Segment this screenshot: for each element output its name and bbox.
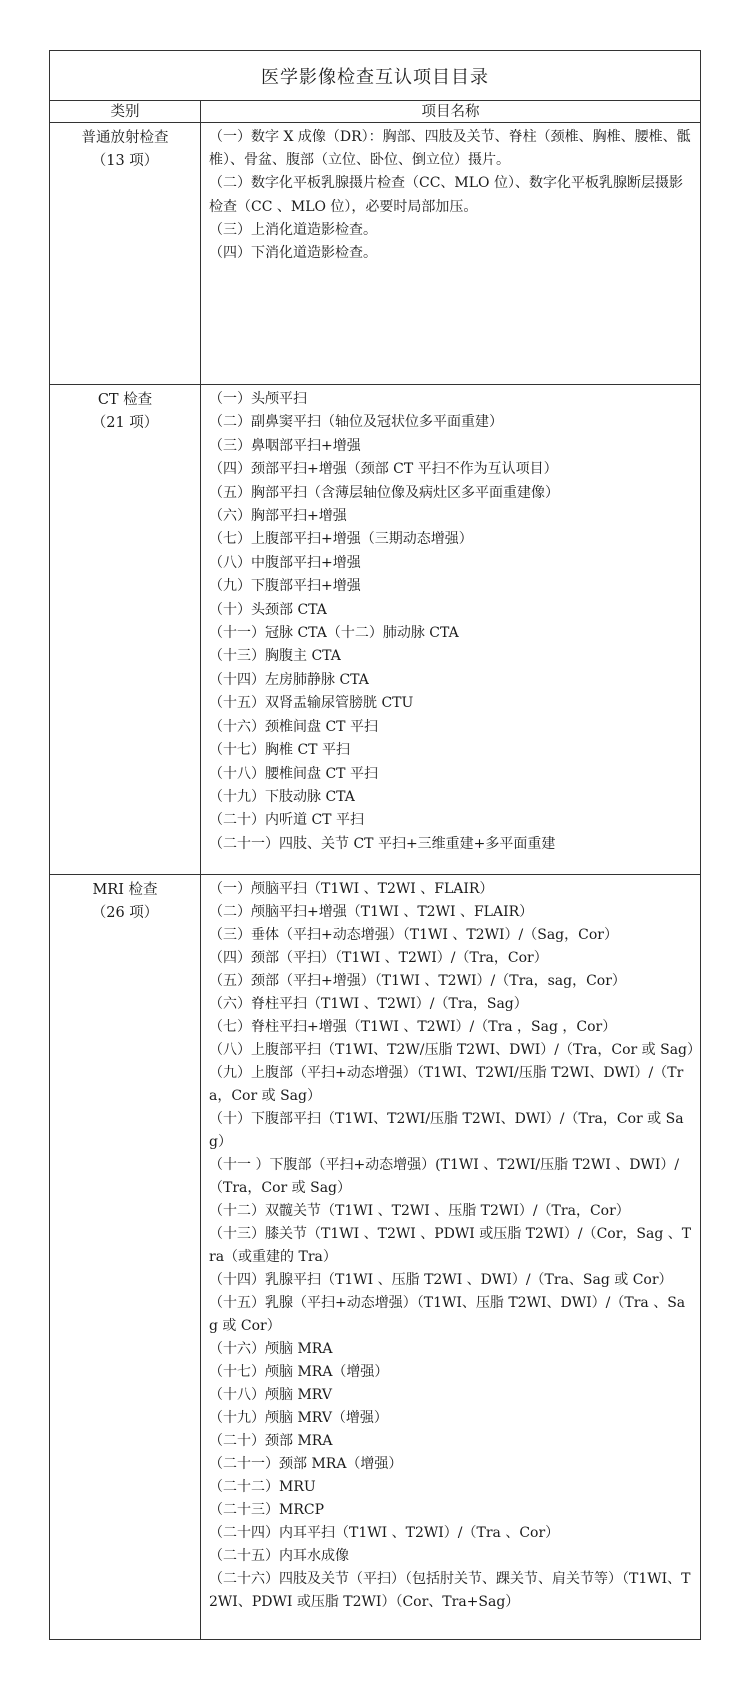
catalog-table <box>49 50 701 1640</box>
item-line: （十）头颈部 CTA <box>209 601 327 618</box>
header-category: 类别 <box>50 101 201 122</box>
item-line: （四）颈部（平扫）（T1WI 、T2WI）/（Tra，Cor） <box>209 950 548 966</box>
item-line: （三）鼻咽部平扫+增强 <box>209 437 361 454</box>
item-line: （十八）腰椎间盘 CT 平扫 <box>209 765 378 782</box>
item-line: （十八）颅脑 MRV <box>209 1387 332 1403</box>
item-line: （十三）胸腹主 CTA <box>209 648 341 665</box>
item-line: （十二）双髋关节（T1WI 、T2WI 、压脂 T2WI）/（Tra，Cor） <box>209 1203 630 1219</box>
category-name: CT 检查 <box>97 392 153 408</box>
item-line: （九）下腹部平扫+增强 <box>209 578 361 595</box>
item-line: （十四）左房肺静脉 CTA <box>209 671 369 688</box>
category-cell <box>50 875 201 1639</box>
item-line: （五）胸部平扫（含薄层轴位像及病灶区多平面重建像） <box>209 484 559 501</box>
item-line: （十一 ）下腹部（平扫+动态增强）(T1WI 、T2WI/压脂 T2WI 、DWI）/（Tra，Cor 或 Sag） <box>209 1157 680 1196</box>
category-count: （13 项） <box>91 153 159 169</box>
items-cell <box>201 385 700 874</box>
item-line: （十三）膝关节（T1WI 、T2WI 、PDWI 或压脂 T2WI）/（Cor，Sag 、Tra（或重建的 Tra） <box>209 1226 692 1265</box>
item-line: （三）垂体（平扫+动态增强）（T1WI 、T2WI）/（Sag，Cor） <box>209 927 618 943</box>
category-count: （26 项） <box>91 905 159 921</box>
section-xray <box>50 123 700 385</box>
item-line: （七）上腹部平扫+增强（三期动态增强） <box>209 531 473 548</box>
item-line: （六）胸部平扫+增强 <box>209 508 347 525</box>
table-header-row <box>50 101 700 123</box>
header-item-name: 项目名称 <box>421 103 480 120</box>
item-line: （十九）颅脑 MRV（增强） <box>209 1410 388 1426</box>
item-line: （十五）双肾盂输尿管膀胱 CTU <box>209 695 414 712</box>
item-line: （四）下消化道造影检查。 <box>209 245 377 262</box>
item-line: （二十三）MRCP <box>209 1502 325 1518</box>
item-line: （二）副鼻窦平扫（轴位及冠状位多平面重建） <box>209 414 503 431</box>
category-name: MRI 检查 <box>92 882 158 898</box>
item-line: （十一）冠脉 CTA（十二）肺动脉 CTA <box>209 625 459 642</box>
item-line: （二十一）四肢、关节 CT 平扫+三维重建+多平面重建 <box>209 835 556 852</box>
item-line: （五）颈部（平扫+增强）（T1WI 、T2WI）/（Tra，sag，Cor） <box>209 973 626 989</box>
item-line: （十六）颅脑 MRA <box>209 1341 333 1357</box>
section-ct <box>50 385 700 875</box>
item-line: （八）中腹部平扫+增强 <box>209 554 361 571</box>
section-mri <box>50 875 700 1639</box>
item-line: （二十四）内耳平扫（T1WI 、T2WI）/（Tra 、Cor） <box>209 1525 560 1541</box>
category-cell <box>50 123 201 384</box>
item-line: （一）数字 X 成像（DR）：胸部、四肢及关节、脊柱（颈椎、胸椎、腰椎、骶椎）、骨盆、腹部（立位、卧位、倒立位）摄片。 <box>209 129 691 169</box>
item-line: （二十六）四肢及关节（平扫）（包括肘关节、踝关节、肩关节等）（T1WI、T2WI、PDWI 或压脂 T2WI）（Cor、Tra+Sag） <box>209 1571 691 1610</box>
category-count: （21 项） <box>91 415 159 431</box>
item-line: （二十一）颈部 MRA（增强） <box>209 1456 403 1472</box>
category-cell <box>50 385 201 874</box>
item-line: （十五）乳腺（平扫+动态增强）（T1WI、压脂 T2WI、DWI）/（Tra 、Sag 或 Cor） <box>209 1295 686 1334</box>
item-line: （三）上消化道造影检查。 <box>209 221 377 238</box>
item-line: （一）颅脑平扫（T1WI 、T2WI 、FLAIR） <box>209 881 494 897</box>
item-line: （九）上腹部（平扫+动态增强）（T1WI、T2WI/压脂 T2WI、DWI）/（Tra，Cor 或 Sag） <box>209 1065 684 1104</box>
item-line: （六）脊柱平扫（T1WI 、T2WI）/（Tra，Sag） <box>209 996 528 1012</box>
table-title: 医学影像检查互认项目目录 <box>50 51 700 101</box>
category-name: 普通放射检查 <box>81 130 169 146</box>
item-line: （一）头颅平扫 <box>209 391 307 407</box>
item-line: （十）下腹部平扫（T1WI、T2WI/压脂 T2WI、DWI）/（Tra，Cor 或 Sag） <box>209 1111 684 1150</box>
items-cell <box>201 875 700 1639</box>
item-line: （十七）胸椎 CT 平扫 <box>209 742 350 759</box>
item-line: （二）颅脑平扫+增强（T1WI 、T2WI 、FLAIR） <box>209 904 534 920</box>
items-cell <box>201 123 700 384</box>
item-line: （十九）下肢动脉 CTA <box>209 788 355 805</box>
item-line: （二十二）MRU <box>209 1479 316 1495</box>
item-line: （二十五）内耳水成像 <box>209 1548 349 1564</box>
item-line: （十六）颈椎间盘 CT 平扫 <box>209 718 378 735</box>
item-line: （二十）颈部 MRA <box>209 1433 333 1449</box>
item-line: （二）数字化平板乳腺摄片检查（CC、MLO 位）、数字化平板乳腺断层摄影检查（CC 、MLO 位），必要时局部加压。 <box>209 175 683 215</box>
item-line: （七）脊柱平扫+增强（T1WI 、T2WI）/（Tra ，Sag ，Cor） <box>209 1019 617 1035</box>
item-line: （四）颈部平扫+增强（颈部 CT 平扫不作为互认项目） <box>209 461 558 478</box>
item-line: （八）上腹部平扫（T1WI、T2W/压脂 T2WI、DWI）/（Tra，Cor 或 Sag） <box>209 1042 702 1058</box>
item-line: （十四）乳腺平扫（T1WI 、压脂 T2WI 、DWI）/（Tra、Sag 或 Cor） <box>209 1272 673 1288</box>
item-line: （十七）颅脑 MRA（增强） <box>209 1364 389 1380</box>
item-line: （二十）内听道 CT 平扫 <box>209 812 364 829</box>
